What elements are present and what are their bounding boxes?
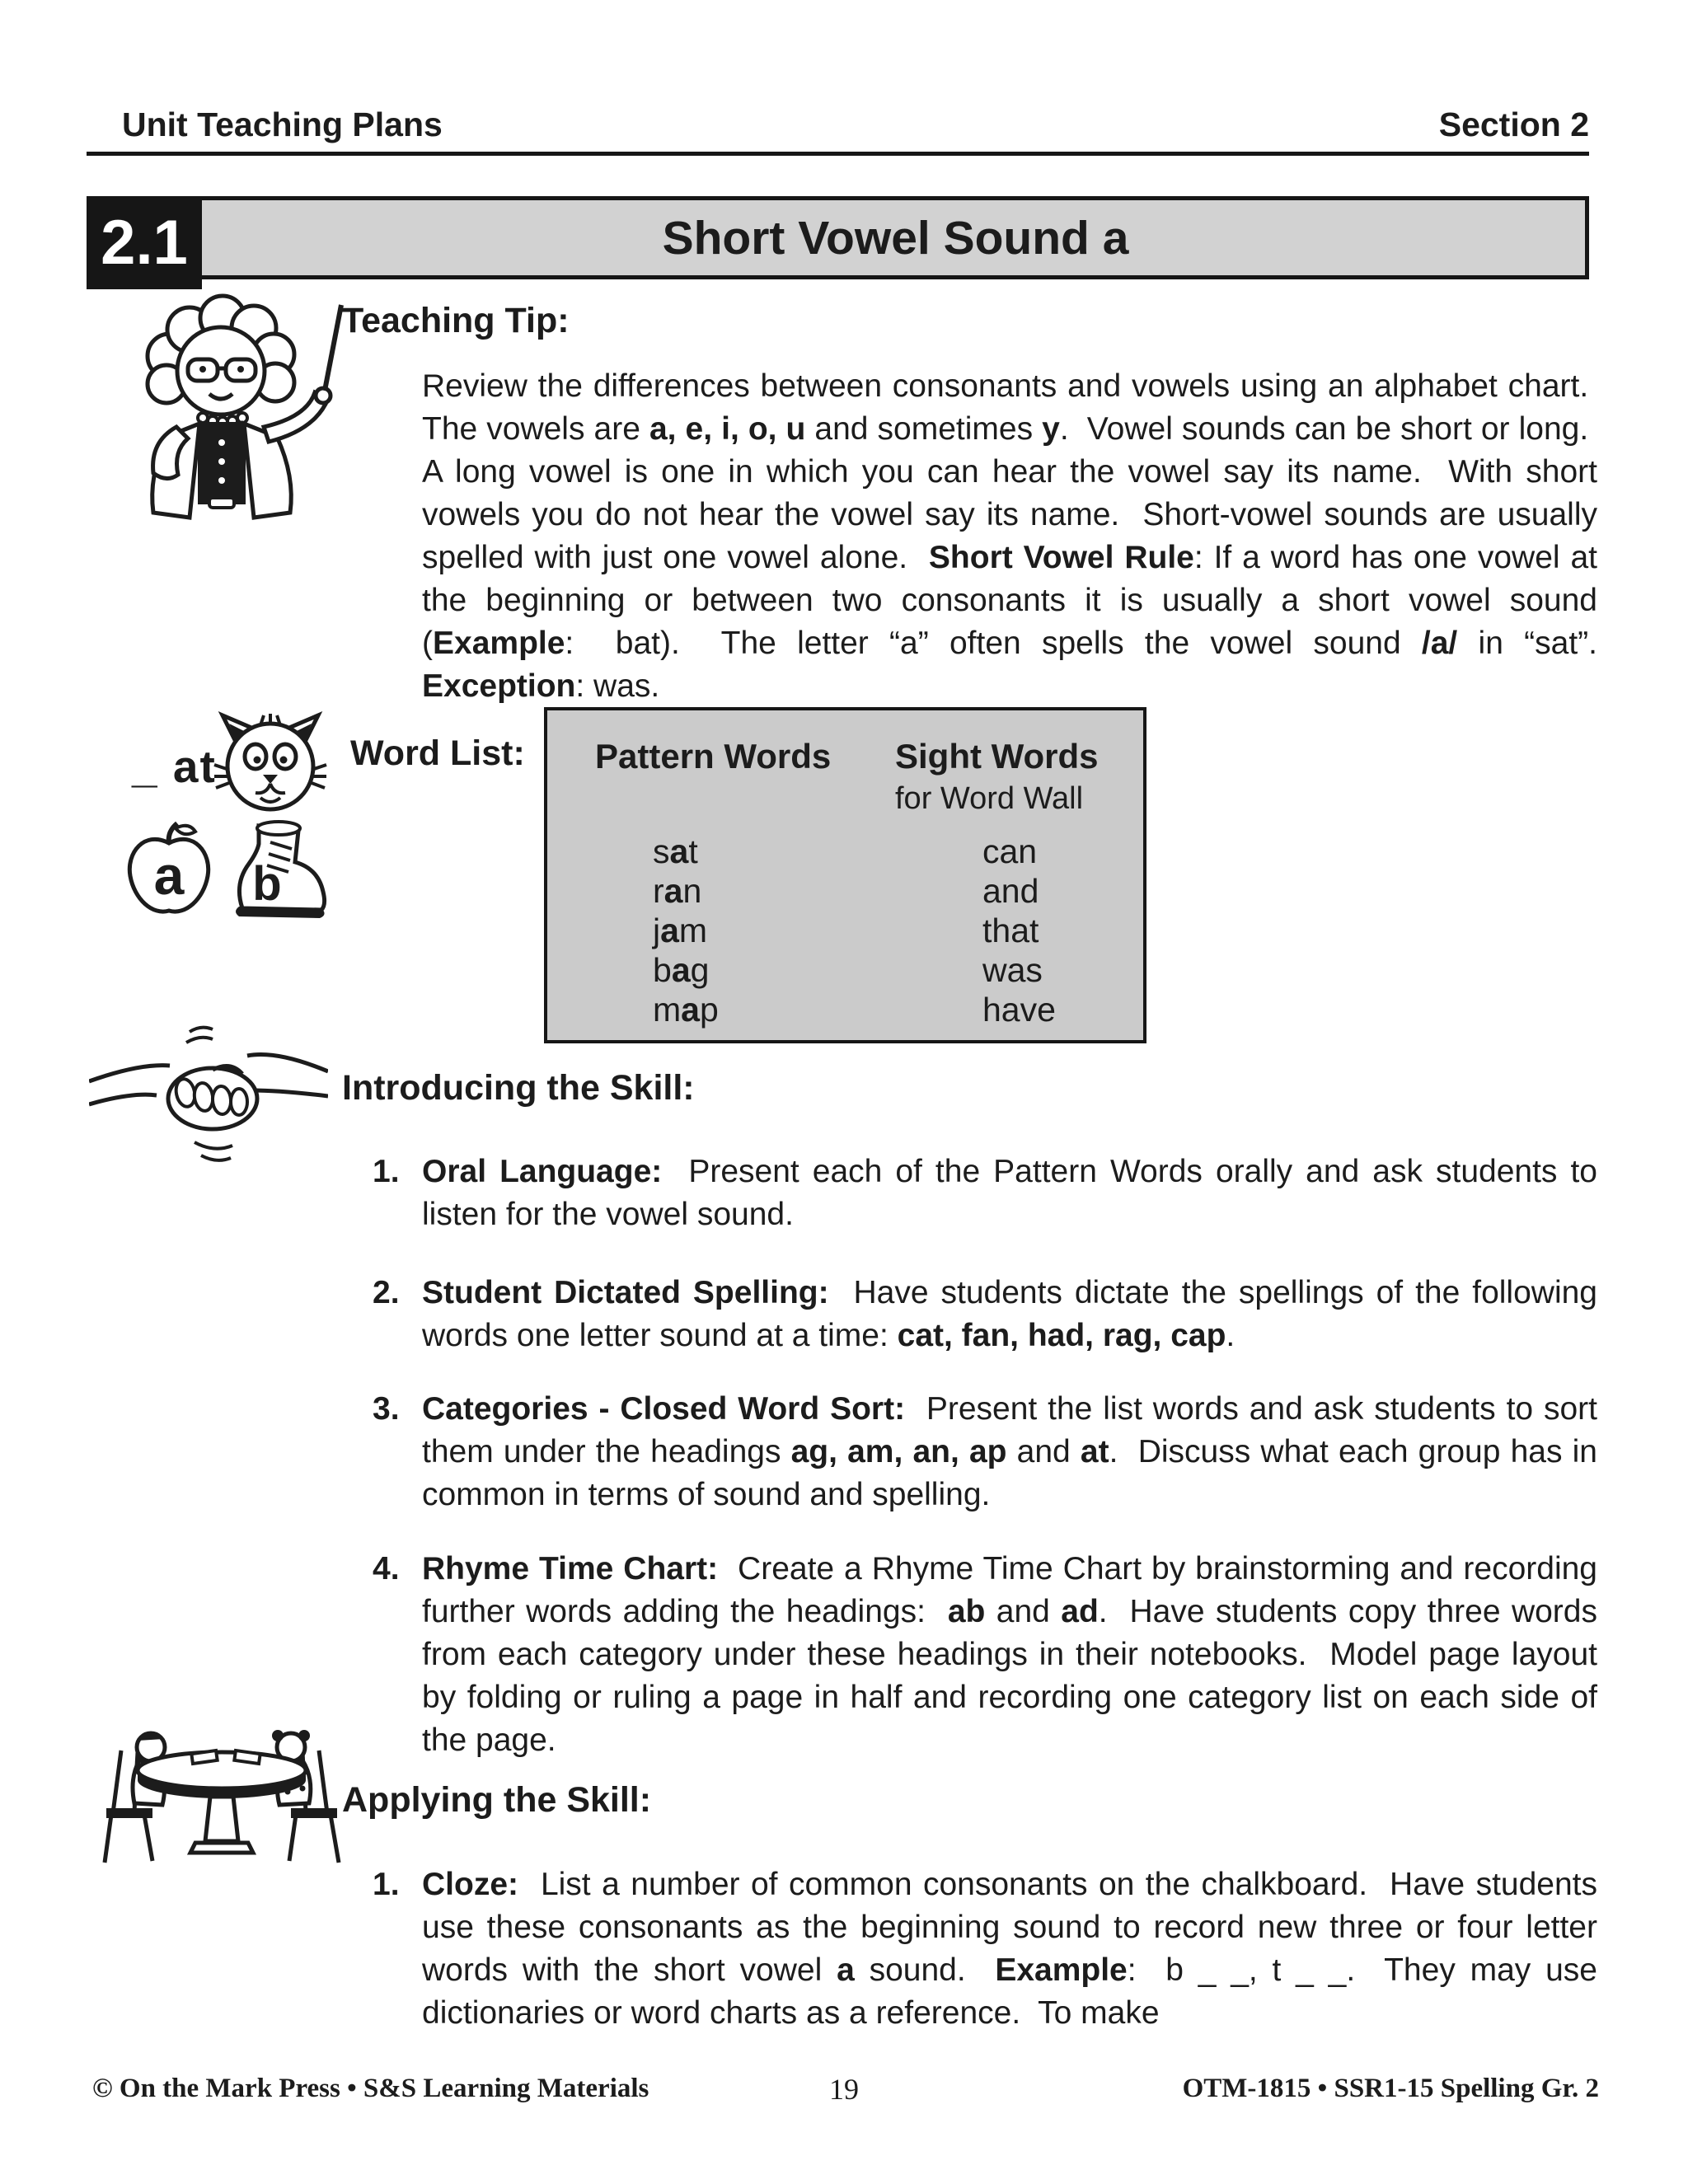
header-left-title: Unit Teaching Plans: [122, 105, 443, 143]
pattern-cue-text: _ at: [132, 741, 217, 792]
pattern-word: map: [653, 991, 719, 1029]
footer-copyright: © On the Mark Press • S&S Learning Materials: [92, 2074, 649, 2103]
introducing-item-2: [373, 1272, 1597, 1357]
unit-title: Short Vowel Sound a: [662, 211, 1129, 265]
teacher-illustration: [97, 290, 345, 525]
apple-a-illustration: [118, 818, 221, 921]
footer-page-number: 19: [829, 2073, 859, 2106]
sight-word: can: [982, 832, 1038, 870]
boot-b-illustration: [227, 816, 335, 921]
header-rule: [87, 152, 1589, 156]
item-body: Student Dictated Spelling: Have students dictate the spellings of the following words one letter sound at a time: cat, fan, had, rag, cap.: [422, 1275, 1597, 1353]
item-number: 1.: [373, 1154, 400, 1189]
svg-text:a: a: [153, 845, 185, 906]
cat-illustration: [211, 707, 331, 818]
pattern-word: bag: [653, 951, 710, 989]
item-number: 1.: [373, 1867, 400, 1902]
item-body: Categories - Closed Word Sort: Present the list words and ask students to sort them under the headings ag, am, an, ap and at. Discuss what each group has in common in terms of sound and spelling.: [422, 1391, 1597, 1512]
teaching-tip-paragraph: Review the differences between consonants and vowels using an alphabet chart. The vowels are a, e, i, o, u and sometimes y. Vowel sounds can be short or long. A long vowel is one in which you can hear the vowel say its name. With short vowels you do not hear the vowel say its name. Short-vowel sounds are usually spelled with just one vowel alone. Short Vowel Rule: If a word has one vowel at the beginning or between two consonants it is usually a short vowel sound (Example: bat). The letter “a” often spells the vowel sound /a/ in “sat”. Exception: was.: [422, 368, 1597, 704]
pattern-word: ran: [653, 872, 702, 910]
item-body: Rhyme Time Chart: Create a Rhyme Time Chart by brainstorming and recording further words adding the headings: ab and ad. Have students copy three words from each category under these headings in their notebooks. Model page layout by folding or ruling a page in half and recording one category list on each side of the page.: [422, 1551, 1597, 1758]
footer-product-code: OTM-1815 • SSR1-15 Spelling Gr. 2: [1182, 2074, 1599, 2103]
handshake-illustration: [89, 1020, 328, 1177]
word-list-box: [544, 707, 1146, 1043]
unit-title-bar: [87, 196, 1589, 279]
item-number: 4.: [373, 1551, 400, 1586]
pattern-word: sat: [653, 832, 698, 870]
unit-number-badge: 2.1: [87, 196, 202, 289]
introducing-item-3: [373, 1388, 1597, 1516]
sight-word: that: [982, 912, 1039, 949]
students-table-illustration: [87, 1722, 359, 1871]
sight-words-header: Sight Words: [895, 737, 1099, 776]
pattern-words-header: Pattern Words: [595, 737, 832, 776]
sight-word: was: [982, 951, 1043, 989]
introducing-item-4: [373, 1548, 1597, 1762]
introducing-heading: Introducing the Skill:: [342, 1068, 695, 1108]
sight-word: have: [982, 991, 1056, 1029]
item-number: 3.: [373, 1391, 400, 1427]
teaching-tip-heading: Teaching Tip:: [342, 301, 570, 340]
pattern-word: jam: [653, 912, 708, 949]
item-body: Oral Language: Present each of the Pattern Words orally and ask students to listen for the vowel sound.: [422, 1154, 1597, 1232]
applying-item-1: [373, 1863, 1597, 2035]
sight-words-subheader: for Word Wall: [895, 781, 1084, 816]
sight-word: and: [982, 872, 1039, 910]
word-list-label: Word List:: [350, 733, 525, 773]
svg-text:b: b: [252, 857, 282, 911]
introducing-item-1: [373, 1151, 1597, 1236]
item-body: Cloze: List a number of common consonants on the chalkboard. Have students use these consonants as the beginning sound to record new three or four letter words with the short vowel a sound. Example: b _ _, t _ _. They may use dictionaries or word charts as a reference. To make: [422, 1867, 1597, 2031]
item-number: 2.: [373, 1275, 400, 1310]
applying-heading: Applying the Skill:: [342, 1780, 652, 1820]
header-section-label: Section 2: [1438, 105, 1589, 143]
